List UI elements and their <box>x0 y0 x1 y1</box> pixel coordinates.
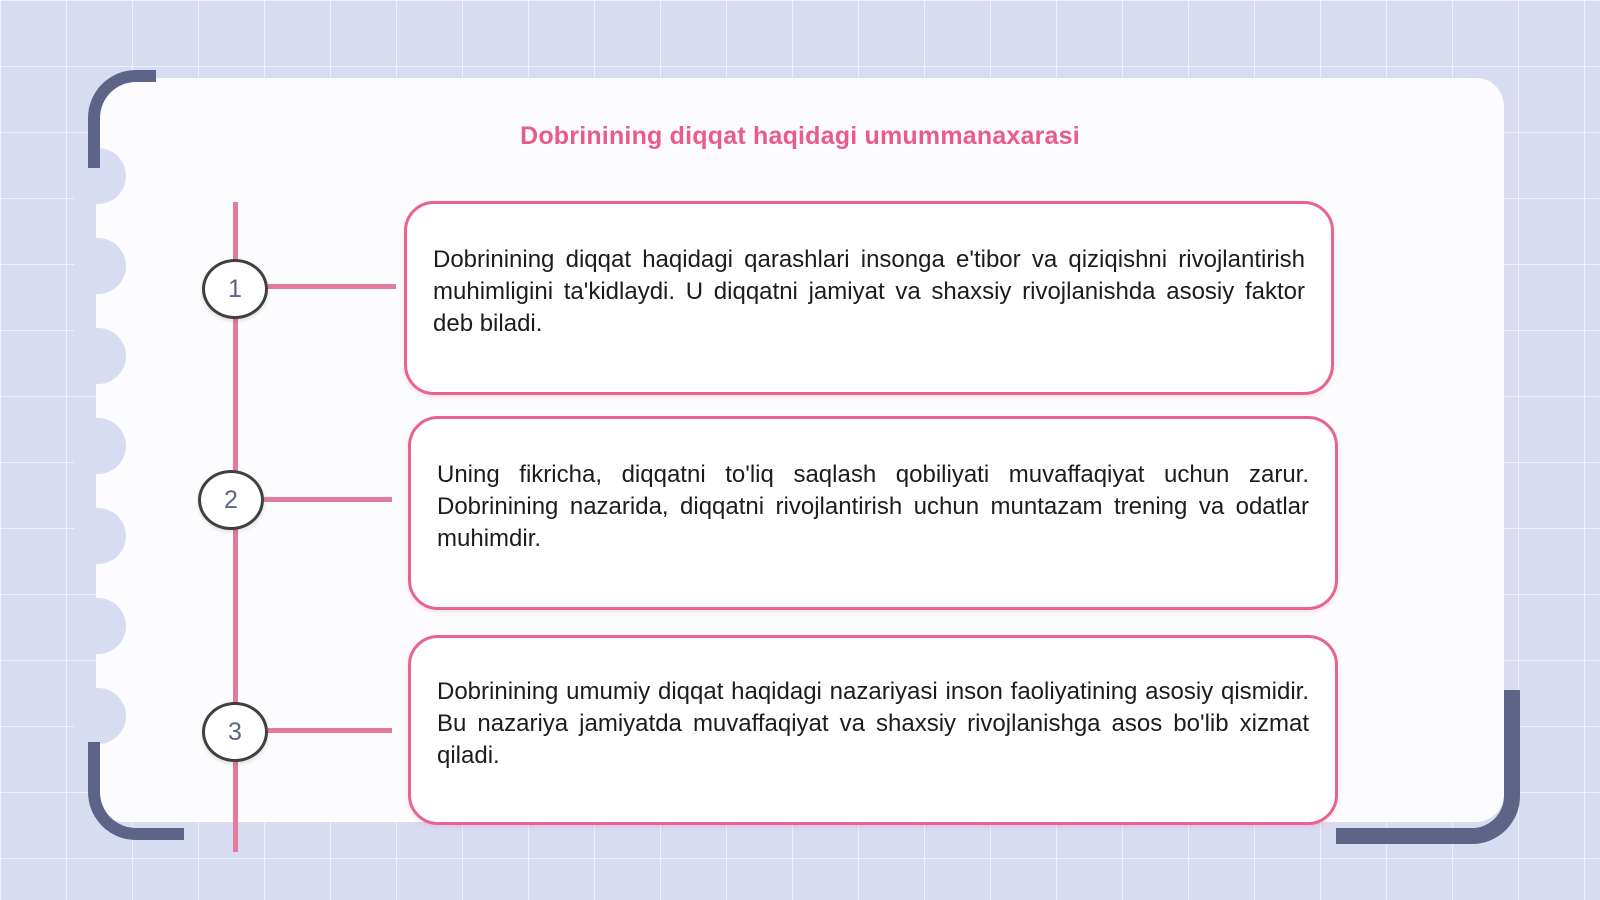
step-number-badge: 1 <box>202 259 268 319</box>
step-text: Dobrinining umumiy diqqat haqidagi nazariyasi inson faoliyatining asosiy qismidir. Bu nazariya jamiyatda muvaffaqiyat va shaxsiy rivojlanishga asos bo'lib xizmat qiladi. <box>437 678 1309 769</box>
timeline-connector <box>268 284 396 289</box>
corner-bracket-top-left <box>88 70 156 168</box>
corner-bracket-bottom-right <box>1336 690 1520 844</box>
step-card <box>408 416 1338 610</box>
timeline-connector <box>264 497 392 502</box>
step-number-badge: 3 <box>202 702 268 762</box>
corner-bracket-bottom-left <box>88 742 184 840</box>
step-text: Uning fikricha, diqqatni to'liq saqlash qobiliyati muvaffaqiyat uchun zarur. Dobrinining nazarida, diqqatni rivojlantirish uchun muntazam trening va odatlar muhimdir. <box>437 461 1309 552</box>
step-number-badge: 2 <box>198 470 264 530</box>
timeline-connector <box>268 728 392 733</box>
step-text: Dobrinining diqqat haqidagi qarashlari insonga e'tibor va qiziqishni rivojlantirish muhimligini ta'kidlaydi. U diqqatni jamiyat va shaxsiy rivojlanishda asosiy faktor deb biladi. <box>433 246 1305 337</box>
step-card <box>408 635 1338 825</box>
slide-title: Dobrinining diqqat haqidagi umummanaxarasi <box>520 122 1080 150</box>
step-card <box>404 201 1334 395</box>
